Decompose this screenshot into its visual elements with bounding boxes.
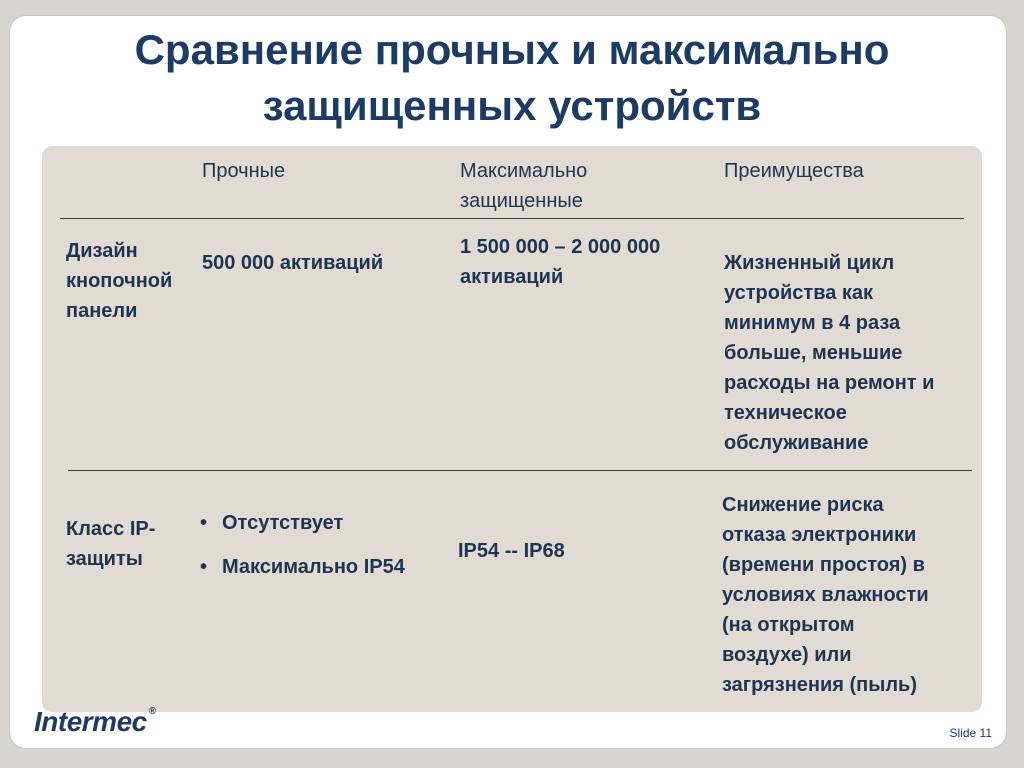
intermec-logo: Intermec ® — [34, 706, 156, 737]
header-divider — [60, 218, 964, 219]
row1-rugged-value: 500 000 активаций — [202, 252, 384, 274]
row2-benefit-text: Снижение риска отказа электроники (времени простоя) в условиях влажности (на открытом воздухе) или загрязнения (пыль) — [722, 494, 929, 696]
row1-benefit-text: Жизненный цикл устройства как минимум в 4 раза больше, меньшие расходы на ремонт и техническое обслуживание — [724, 252, 935, 454]
header-benefits: Преимущества — [724, 160, 864, 182]
header-max-protected: Максимально защищенные — [460, 160, 588, 212]
list-item: • Отсутствует — [200, 512, 344, 534]
row-label-ip-class: Класс IP- защиты — [66, 518, 156, 570]
row-label-keypad: Дизайн кнопочной панели — [66, 240, 173, 322]
slide-number: Slide 11 — [949, 726, 992, 740]
header-rugged: Прочные — [202, 160, 286, 182]
list-item: • Максимально IP54 — [200, 556, 405, 578]
slide-title: Сравнение прочных и максимально защищенных устройств — [134, 26, 890, 129]
row-divider — [68, 470, 972, 471]
row2-rugged-list — [200, 508, 405, 596]
row2-max-value: IP54 -- IP68 — [458, 540, 565, 562]
row1-max-value: 1 500 000 – 2 000 000 активаций — [460, 236, 661, 288]
